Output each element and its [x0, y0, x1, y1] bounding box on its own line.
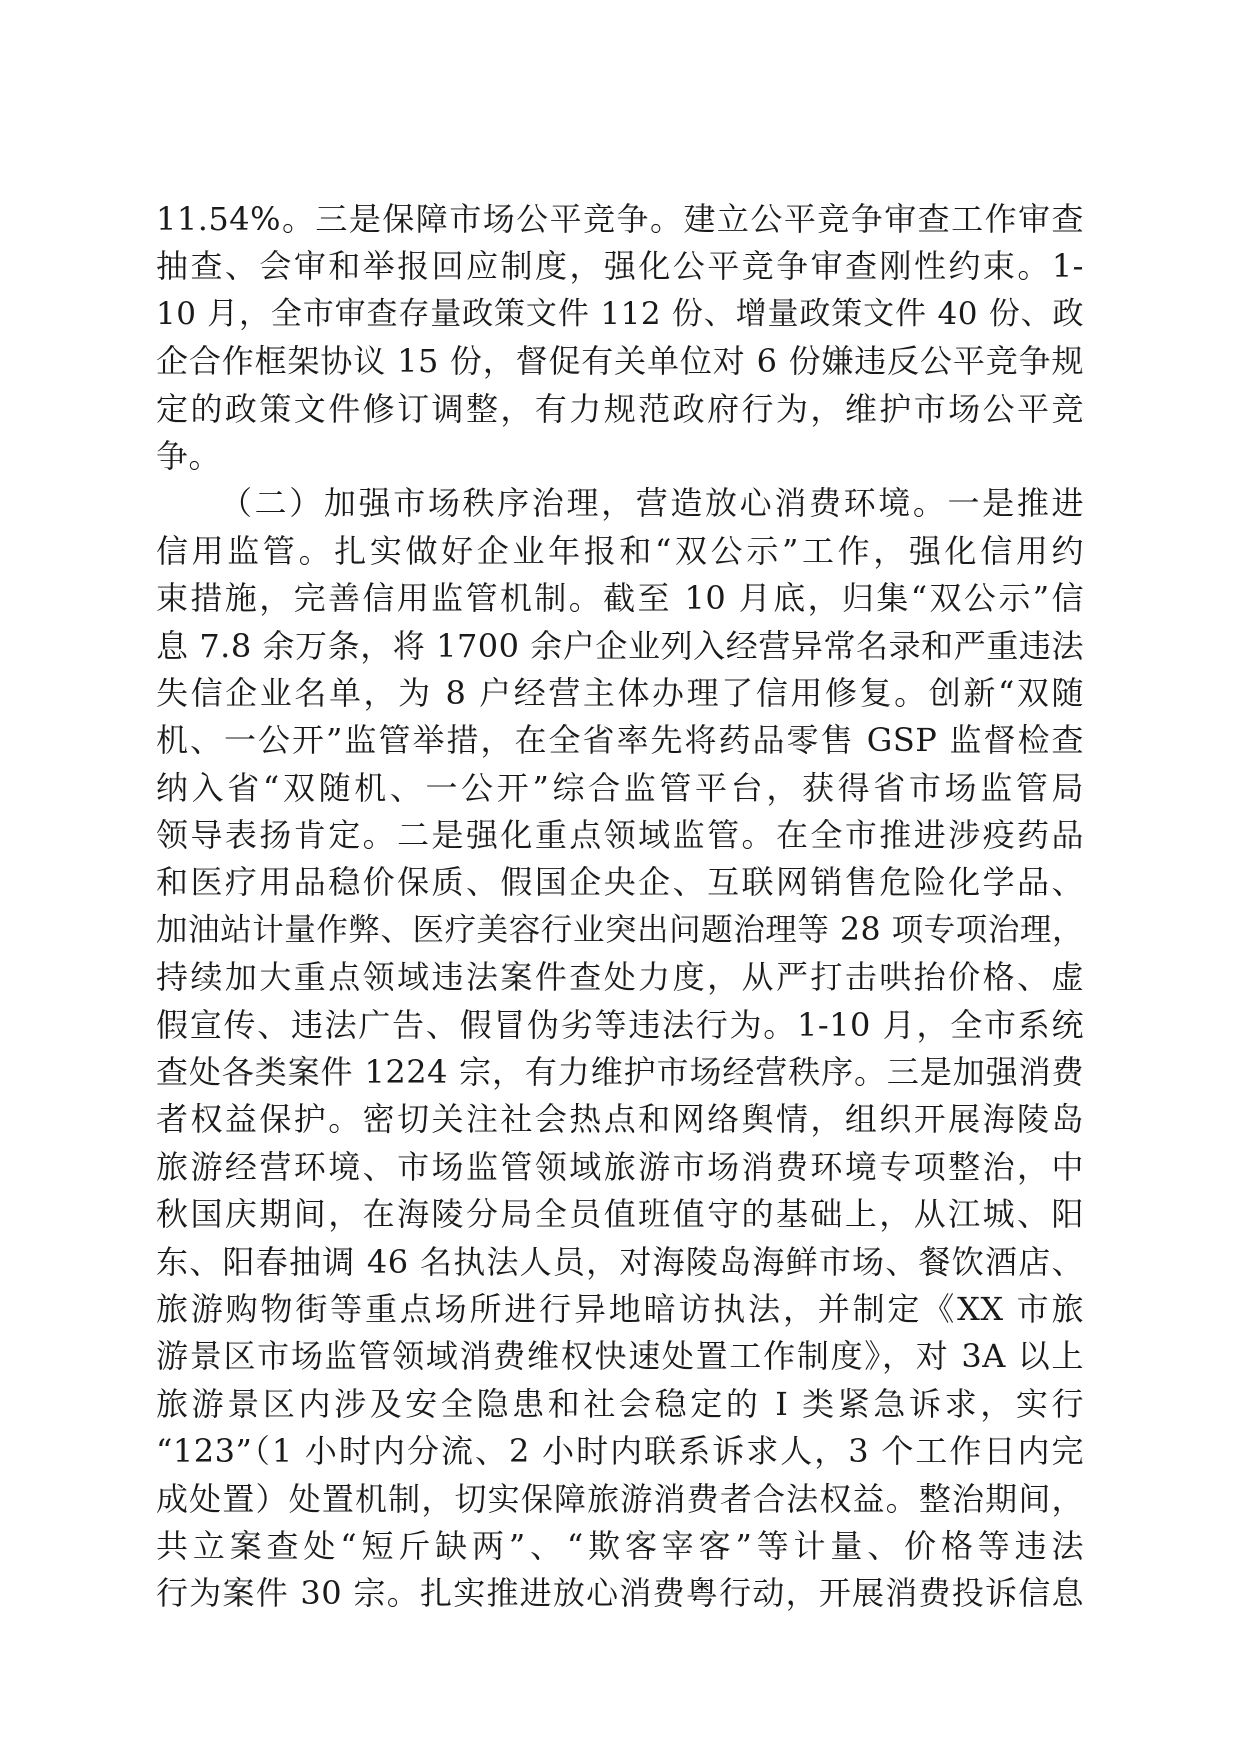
text-line: 加油站计量作弊、医疗美容行业突出问题治理等 28 项专项治理，	[156, 911, 1084, 948]
text-line: 定的政策文件修订调整，有力规范政府行为，维护市场公平竞	[156, 389, 1084, 428]
text-line: 信用监管。扎实做好企业年报和“双公示”工作，强化信用约	[156, 531, 1084, 570]
text-line: 机、一公开”监管举措，在全省率先将药品零售 GSP 监督检查	[156, 721, 1084, 760]
text-line: 纳入省“双随机、一公开”综合监管平台，获得省市场监管局	[156, 768, 1084, 807]
text-line: 失信企业名单，为 8 户经营主体办理了信用修复。创新“双随	[156, 673, 1084, 712]
text-line: 持续加大重点领域违法案件查处力度，从严打击哄抬价格、虚	[156, 958, 1084, 997]
text-line: 秋国庆期间，在海陵分局全员值班值守的基础上，从江城、阳	[156, 1195, 1084, 1234]
text-line: 东、阳春抽调 46 名执法人员，对海陵岛海鲜市场、餐饮酒店、	[156, 1242, 1084, 1281]
text-line: 者权益保护。密切关注社会热点和网络舆情，组织开展海陵岛	[156, 1100, 1084, 1139]
text-line: 共立案查处“短斤缺两”、“欺客宰客”等计量、价格等违法	[156, 1526, 1084, 1565]
text-line: 企合作框架协议 15 份，督促有关单位对 6 份嫌违反公平竞争规	[156, 342, 1084, 381]
text-line: 游景区市场监管领域消费维权快速处置工作制度》，对 3A 以上	[156, 1337, 1084, 1376]
text-line: 抽查、会审和举报回应制度，强化公平竞争审查刚性约束。1-	[156, 247, 1084, 286]
text-line: 旅游景区内涉及安全隐患和社会稳定的 I 类紧急诉求，实行	[156, 1384, 1084, 1423]
text-line: 10 月，全市审查存量政策文件 112 份、增量政策文件 40 份、政	[156, 295, 1084, 332]
text-line: 假宣传、违法广告、假冒伪劣等违法行为。1-10 月，全市系统	[156, 1005, 1084, 1044]
text-line: 11.54%。三是保障市场公平竞争。建立公平竞争审查工作审查	[156, 200, 1084, 238]
body-text	[156, 196, 1084, 1618]
text-line: 行为案件 30 宗。扎实推进放心消费粤行动，开展消费投诉信息	[156, 1574, 1084, 1613]
text-line: 束措施，完善信用监管机制。截至 10 月底，归集“双公示”信	[156, 579, 1084, 618]
text-line: 旅游经营环境、市场监管领域旅游市场消费环境专项整治，中	[156, 1147, 1084, 1186]
text-line: 和医疗用品稳价保质、假国企央企、互联网销售危险化学品、	[156, 863, 1084, 902]
text-line: 息 7.8 余万条，将 1700 余户企业列入经营异常名录和严重违法	[156, 626, 1084, 665]
text-line: 旅游购物街等重点场所进行异地暗访执法，并制定《XX 市旅	[156, 1289, 1084, 1328]
text-line: “123”（1 小时内分流、2 小时内联系诉求人，3 个工作日内完	[156, 1432, 1084, 1471]
text-line: （二）加强市场秩序治理，营造放心消费环境。一是推进	[220, 484, 1084, 523]
text-line: 领导表扬肯定。二是强化重点领域监管。在全市推进涉疫药品	[156, 816, 1084, 855]
text-line: 争。	[156, 436, 222, 475]
text-line: 成处置）处置机制，切实保障旅游消费者合法权益。整治期间，	[156, 1479, 1084, 1518]
text-line: 查处各类案件 1224 宗，有力维护市场经营秩序。三是加强消费	[156, 1053, 1084, 1092]
